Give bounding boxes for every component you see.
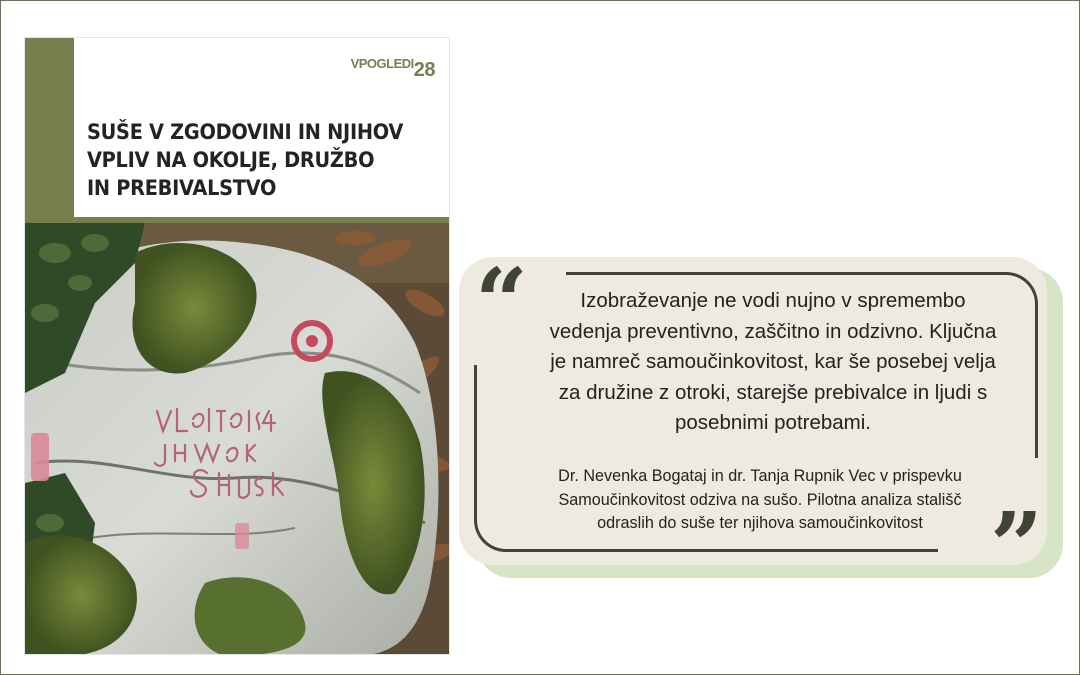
cover-title-line: IN PREBIVALSTVO bbox=[87, 176, 277, 200]
cover-title-line: VPLIV NA OKOLJE, DRUŽBO bbox=[87, 148, 375, 172]
rock-photo bbox=[25, 223, 450, 655]
quote-text-line: je namreč samoučinkovitost, kar še posebej velja bbox=[550, 350, 996, 373]
cover-title bbox=[87, 118, 409, 202]
series-number: 28 bbox=[413, 59, 435, 81]
cover-title-line: SUŠE V ZGODOVINI IN NJIHOV bbox=[87, 120, 404, 144]
book-cover bbox=[24, 37, 450, 655]
open-quote-icon: “ bbox=[475, 248, 528, 356]
quote-source bbox=[522, 465, 998, 536]
cover-accent-bar bbox=[25, 38, 74, 223]
quote-text bbox=[516, 286, 1030, 439]
close-quote-icon: ” bbox=[990, 492, 1043, 600]
quote-text-line: posebnimi potrebami. bbox=[675, 411, 871, 434]
quote-text-line: vedenja preventivno, zaščitno in odzivno. Ključna bbox=[549, 319, 997, 343]
series-name: VPOGLEDI bbox=[350, 56, 414, 71]
quote-text-line: Izobraževanje ne vodi nujno v spremembo bbox=[580, 289, 966, 312]
quote-text-line: za družine z otroki, starejše prebivalce in ljudi s bbox=[558, 380, 988, 404]
quote-source-line: Dr. Nevenka Bogataj in dr. Tanja Rupnik Vec v prispevku bbox=[558, 467, 962, 485]
quote-source-line: odraslih do suše ter njihova samoučinkovitost bbox=[597, 514, 923, 532]
series-logo bbox=[351, 56, 435, 82]
quote-source-line: Samoučinkovitost odziva na sušo. Pilotna analiza stališč bbox=[558, 490, 962, 509]
